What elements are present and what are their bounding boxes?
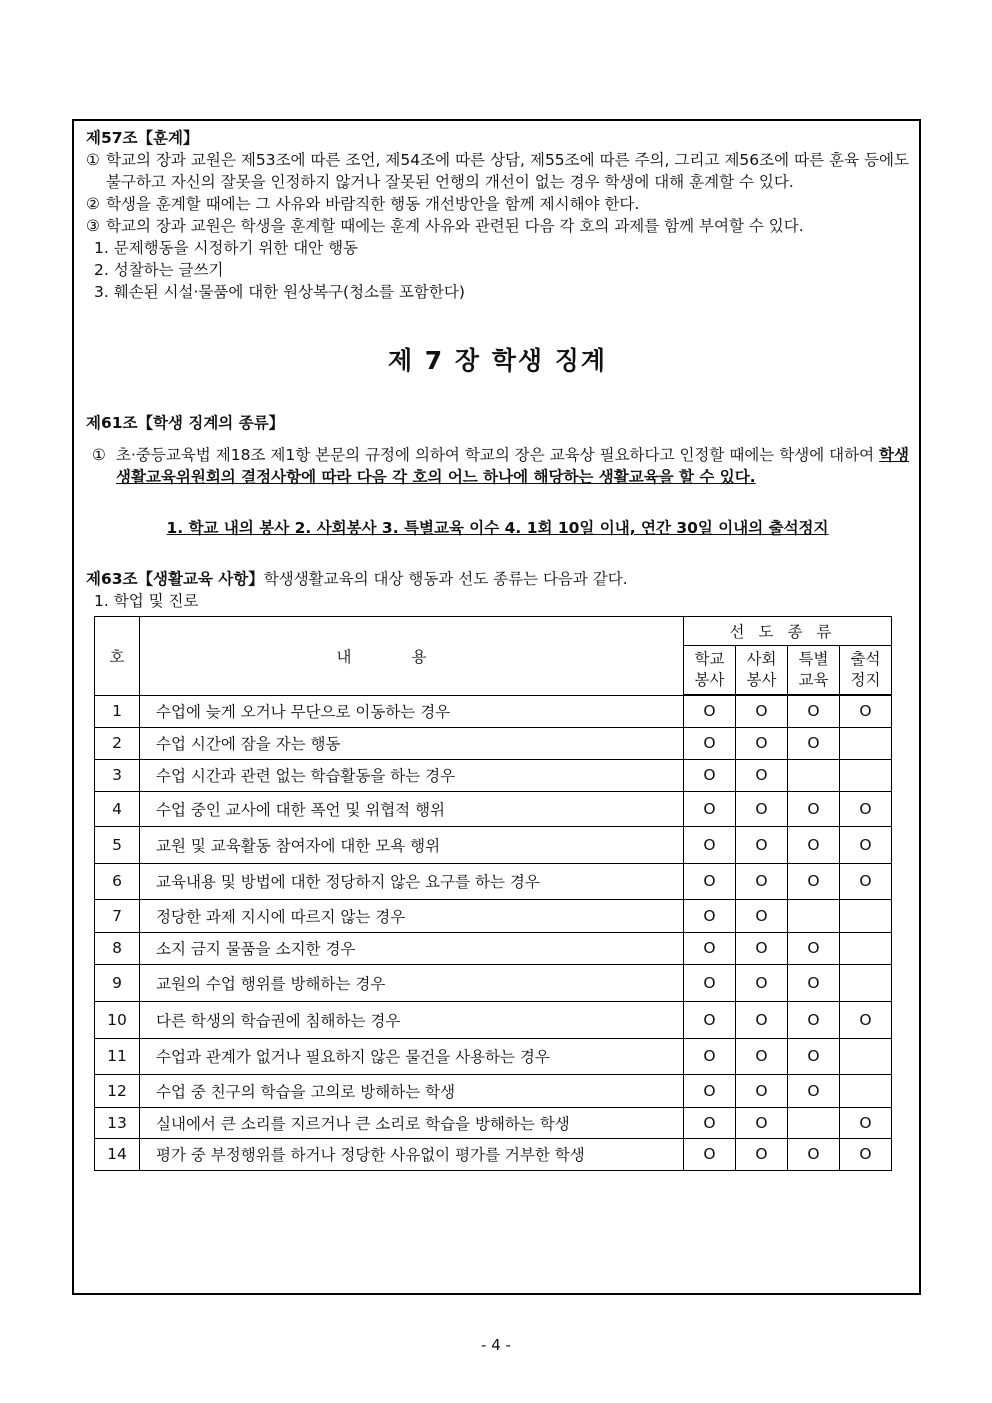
- check-mark: O: [755, 872, 768, 890]
- table-row: [95, 695, 892, 727]
- mark-cell: [840, 826, 892, 863]
- table-row: [95, 1138, 892, 1170]
- check-mark: O: [703, 1145, 716, 1163]
- row-number: 6: [95, 863, 140, 899]
- row-content: 수업과 관계가 없거나 필요하지 않은 물건을 사용하는 경우: [140, 1038, 684, 1074]
- paragraph-text: 학교의 장과 교원은 학생을 훈계할 때에는 훈계 사유와 관련된 다음 각 호의 과제를 함께 부여할 수 있다.: [106, 217, 804, 235]
- check-mark: O: [703, 835, 716, 854]
- check-mark: O: [859, 872, 872, 890]
- row-number: 10: [95, 1001, 140, 1038]
- check-mark: O: [807, 835, 820, 854]
- paragraph-text-plain: 초·중등교육법 제18조 제1항 본문의 규정에 의하여 학교의 장은 교육상 필요하다고 인정할 때에는 학생에 대하여: [116, 446, 880, 464]
- mark-cell: [788, 863, 840, 899]
- check-mark: O: [755, 1113, 768, 1132]
- check-mark: O: [755, 1081, 768, 1100]
- check-mark: O: [859, 1145, 872, 1163]
- table-row: [95, 826, 892, 863]
- row-number: 7: [95, 899, 140, 932]
- check-mark: O: [755, 939, 768, 957]
- mark-cell: [788, 791, 840, 826]
- article-63-line: [86, 568, 909, 590]
- table-row: [95, 899, 892, 932]
- check-mark: O: [703, 1010, 716, 1029]
- paragraph-number: ①: [86, 151, 100, 169]
- check-mark: O: [703, 872, 716, 890]
- table-row: [95, 1038, 892, 1074]
- check-mark: O: [807, 1081, 820, 1100]
- mark-cell: [840, 791, 892, 826]
- check-mark: O: [755, 799, 768, 818]
- mark-cell: [840, 759, 892, 791]
- mark-cell: [736, 727, 788, 759]
- check-mark: O: [807, 1145, 820, 1163]
- paragraph-text-underlined: 학생생활교육위원회의 결정사항에 따라 다음 각 호의 어느 하나에 해당하는 생활교육을 할 수 있다.: [116, 446, 909, 486]
- mark-cell: [840, 1001, 892, 1038]
- article-57-paragraph-1: [86, 149, 909, 193]
- check-mark: O: [703, 1113, 716, 1132]
- mark-cell: [788, 1107, 840, 1138]
- row-content: 다른 학생의 학습권에 침해하는 경우: [140, 1001, 684, 1038]
- column-header-special-education: 특별 교육: [788, 646, 840, 696]
- paragraph-number: ③: [86, 217, 100, 235]
- mark-cell: [684, 826, 736, 863]
- row-number: 2: [95, 727, 140, 759]
- mark-cell: [736, 1074, 788, 1107]
- mark-cell: [788, 1074, 840, 1107]
- mark-cell: [736, 1107, 788, 1138]
- row-number: 13: [95, 1107, 140, 1138]
- mark-cell: [840, 899, 892, 932]
- check-mark: O: [755, 835, 768, 854]
- row-number: 14: [95, 1138, 140, 1170]
- row-number: 5: [95, 826, 140, 863]
- mark-cell: [840, 695, 892, 727]
- row-content: 교원의 수업 행위를 방해하는 경우: [140, 964, 684, 1001]
- check-mark: O: [703, 1081, 716, 1100]
- article-63-text: 학생생활교육의 대상 행동과 선도 종류는 다음과 같다.: [263, 570, 628, 588]
- column-header-number: 호: [95, 617, 140, 696]
- section-heading: 1. 학업 및 진로: [94, 592, 199, 610]
- row-content: 실내에서 큰 소리를 지르거나 큰 소리로 학습을 방해하는 학생: [140, 1107, 684, 1138]
- paragraph-text: 학교의 장과 교원은 제53조에 따른 조언, 제54조에 따른 상담, 제55조에 따른 주의, 그리고 제56조에 따른 훈육 등에도 불구하고 자신의 잘못을 인정하지 않거나 잘못된 언행의 개선이 없는 경우 학생에 대해 훈계할 수 있다.: [106, 151, 909, 191]
- check-mark: O: [755, 734, 768, 752]
- article-57-item-2: 2. 성찰하는 글쓰기: [94, 261, 224, 279]
- page-number: - 4 -: [481, 1336, 511, 1354]
- mark-cell: [684, 964, 736, 1001]
- table-row: [95, 759, 892, 791]
- mark-cell: [736, 826, 788, 863]
- row-content: 교원 및 교육활동 참여자에 대한 모욕 행위: [140, 826, 684, 863]
- table-row: [95, 863, 892, 899]
- row-content: 수업 시간에 잠을 자는 행동: [140, 727, 684, 759]
- mark-cell: [788, 826, 840, 863]
- check-mark: O: [703, 766, 716, 784]
- mark-cell: [684, 1074, 736, 1107]
- mark-cell: [788, 899, 840, 932]
- mark-cell: [684, 863, 736, 899]
- check-mark: O: [703, 939, 716, 957]
- row-content: 정당한 과제 지시에 따르지 않는 경우: [140, 899, 684, 932]
- mark-cell: [684, 1001, 736, 1038]
- mark-cell: [840, 1038, 892, 1074]
- row-content: 수업 시간과 관련 없는 학습활동을 하는 경우: [140, 759, 684, 791]
- table-row: [95, 1074, 892, 1107]
- check-mark: O: [807, 1047, 820, 1065]
- article-57-title: 제57조【훈계】: [86, 129, 199, 147]
- check-mark: O: [703, 702, 716, 721]
- document-content: [86, 127, 909, 1171]
- check-mark: O: [703, 799, 716, 818]
- column-header-community-service: 사회 봉사: [736, 646, 788, 696]
- check-mark: O: [755, 973, 768, 992]
- row-number: 9: [95, 964, 140, 1001]
- mark-cell: [736, 964, 788, 1001]
- table-row: [95, 964, 892, 1001]
- table-row: [95, 1107, 892, 1138]
- check-mark: O: [755, 1047, 768, 1065]
- mark-cell: [840, 863, 892, 899]
- mark-cell: [840, 1074, 892, 1107]
- table-row: [95, 727, 892, 759]
- mark-cell: [788, 695, 840, 727]
- mark-cell: [788, 932, 840, 964]
- mark-cell: [788, 1138, 840, 1170]
- check-mark: O: [703, 734, 716, 752]
- check-mark: O: [859, 1113, 872, 1132]
- paragraph-number: ②: [86, 195, 100, 213]
- mark-cell: [736, 759, 788, 791]
- mark-cell: [788, 1001, 840, 1038]
- mark-cell: [684, 695, 736, 727]
- row-content: 수업에 늦게 오거나 무단으로 이동하는 경우: [140, 695, 684, 727]
- row-content: 수업 중 친구의 학습을 고의로 방해하는 학생: [140, 1074, 684, 1107]
- mark-cell: [684, 932, 736, 964]
- mark-cell: [684, 727, 736, 759]
- row-number: 4: [95, 791, 140, 826]
- mark-cell: [684, 1138, 736, 1170]
- column-header-guidance-types: 선도종류: [684, 617, 892, 646]
- table-row: [95, 1001, 892, 1038]
- row-content: 수업 중인 교사에 대한 폭언 및 위협적 행위: [140, 791, 684, 826]
- check-mark: O: [755, 702, 768, 721]
- check-mark: O: [807, 734, 820, 752]
- check-mark: O: [703, 906, 716, 925]
- check-mark: O: [755, 906, 768, 925]
- article-57-paragraph-2: [86, 193, 909, 215]
- check-mark: O: [755, 1010, 768, 1029]
- document-frame: [72, 119, 921, 1295]
- column-header-school-service: 학교 봉사: [684, 646, 736, 696]
- mark-cell: [788, 964, 840, 1001]
- check-mark: O: [807, 1010, 820, 1029]
- chapter-title: 제 7 장 학생 징계: [387, 346, 608, 375]
- mark-cell: [788, 1038, 840, 1074]
- mark-cell: [736, 791, 788, 826]
- mark-cell: [788, 759, 840, 791]
- check-mark: O: [703, 973, 716, 992]
- mark-cell: [684, 759, 736, 791]
- row-content: 소지 금지 물품을 소지한 경우: [140, 932, 684, 964]
- mark-cell: [840, 932, 892, 964]
- mark-cell: [736, 899, 788, 932]
- mark-cell: [684, 1107, 736, 1138]
- check-mark: O: [859, 835, 872, 854]
- row-content: 평가 중 부정행위를 하거나 정당한 사유없이 평가를 거부한 학생: [140, 1138, 684, 1170]
- mark-cell: [736, 863, 788, 899]
- mark-cell: [840, 1138, 892, 1170]
- table-body: [95, 695, 892, 1170]
- check-mark: O: [755, 766, 768, 784]
- mark-cell: [840, 727, 892, 759]
- mark-cell: [840, 1107, 892, 1138]
- article-63-title: 제63조【생활교육 사항】: [86, 570, 264, 588]
- check-mark: O: [859, 799, 872, 818]
- row-number: 3: [95, 759, 140, 791]
- check-mark: O: [807, 702, 820, 721]
- mark-cell: [736, 695, 788, 727]
- guidance-table: [94, 616, 892, 1171]
- check-mark: O: [755, 1145, 768, 1163]
- mark-cell: [684, 1038, 736, 1074]
- mark-cell: [684, 791, 736, 826]
- mark-cell: [736, 1038, 788, 1074]
- check-mark: O: [859, 1010, 872, 1029]
- discipline-types: 1. 학교 내의 봉사 2. 사회봉사 3. 특별교육 이수 4. 1회 10일 이내, 연간 30일 이내의 출석정지: [166, 519, 829, 537]
- table-row: [95, 791, 892, 826]
- article-61-paragraph-1: [86, 444, 909, 488]
- check-mark: O: [807, 973, 820, 992]
- row-number: 12: [95, 1074, 140, 1107]
- paragraph-number: ①: [92, 446, 106, 464]
- mark-cell: [736, 932, 788, 964]
- article-57-item-1: 1. 문제행동을 시정하기 위한 대안 행동: [94, 239, 359, 257]
- row-content: 교육내용 및 방법에 대한 정당하지 않은 요구를 하는 경우: [140, 863, 684, 899]
- check-mark: O: [807, 799, 820, 818]
- paragraph-text: 학생을 훈계할 때에는 그 사유와 바람직한 행동 개선방안을 함께 제시해야 한다.: [106, 195, 640, 213]
- check-mark: O: [807, 939, 820, 957]
- row-number: 1: [95, 695, 140, 727]
- column-header-content: 내용: [140, 617, 684, 696]
- mark-cell: [736, 1001, 788, 1038]
- row-number: 11: [95, 1038, 140, 1074]
- table-row: [95, 932, 892, 964]
- row-number: 8: [95, 932, 140, 964]
- paragraph-text: [116, 444, 909, 488]
- article-57-paragraph-3: [86, 215, 909, 237]
- article-57-item-3: 3. 훼손된 시설·물품에 대한 원상복구(청소를 포함한다): [94, 283, 465, 301]
- check-mark: O: [703, 1047, 716, 1065]
- column-header-suspension: 출석 정지: [840, 646, 892, 696]
- mark-cell: [788, 727, 840, 759]
- check-mark: O: [859, 702, 872, 721]
- check-mark: O: [807, 872, 820, 890]
- mark-cell: [840, 964, 892, 1001]
- article-61-title: 제61조【학생 징계의 종류】: [86, 414, 285, 432]
- mark-cell: [684, 899, 736, 932]
- mark-cell: [736, 1138, 788, 1170]
